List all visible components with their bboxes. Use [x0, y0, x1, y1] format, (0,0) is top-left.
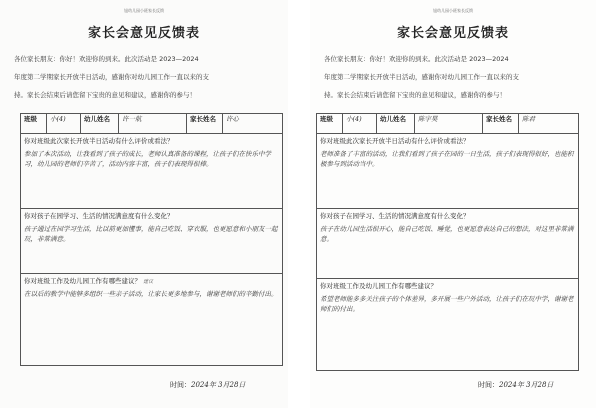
parent-name-value: 陈君: [519, 114, 579, 134]
feedback-table: [316, 113, 579, 371]
kindergarten-header: 旭幼儿园小班家长反馈: [124, 8, 164, 13]
form-title: 家长会意见反馈表: [87, 26, 200, 41]
child-name-label: 幼儿姓名: [81, 114, 119, 134]
question-3-cell: [21, 274, 283, 366]
class-label: 班级: [317, 114, 343, 134]
feedback-form-right: [310, 0, 596, 408]
child-name-value: 许一航: [119, 114, 187, 134]
class-value: 小(4): [343, 114, 377, 134]
child-name-label: 幼儿姓名: [377, 114, 415, 134]
child-name-value: 陈宇昊: [415, 114, 483, 134]
greeting-text: 各位家长朋友：你好！欢迎你的到来。此次活动是 2023—2024: [324, 55, 509, 63]
date-line: [478, 380, 553, 390]
question-3: [24, 276, 279, 285]
question-2: 你对孩子在园学习、生活的情况满意度有什么变化？: [24, 212, 174, 220]
question-3-mark: 建议: [143, 279, 154, 285]
parent-name-label: 家长姓名: [483, 114, 519, 134]
intro-line-3: 持。家长会结束后请您留下宝贵的意见和建议，感谢你的参与！: [324, 91, 506, 99]
question-3-cell: [317, 279, 579, 371]
date-line: [170, 380, 245, 390]
time-label: 时间：: [170, 381, 191, 389]
time-value: 2024年 3月28日: [191, 381, 246, 389]
greeting-text: 各位家长朋友：你好！欢迎你的到来。此次活动是 2023—2024: [14, 55, 199, 63]
intro-line-3: 持。家长会结束后请您留下宝贵的意见和建议，感谢你的参与！: [14, 91, 196, 99]
kindergarten-header: 旭幼儿园小班家长反馈: [433, 8, 473, 13]
time-value: 2024年 3月28日: [499, 381, 554, 389]
question-3: 你对班级工作及幼儿园工作有哪些建议？: [320, 282, 437, 290]
answer-1: 老师准备了丰富的活动，让我们看到了孩子在园的一日生活，孩子们表现得很好，也能积极参与到活动当中。: [320, 150, 574, 168]
question-1-cell: [21, 134, 283, 209]
question-2-cell: [21, 209, 283, 274]
question-1: 你对班级此次家长开放半日活动有什么评价或看法？: [24, 137, 174, 145]
intro-line-2: 年度第二学期家长开放半日活动，感谢你对幼儿园工作一直以来的支: [14, 73, 209, 81]
time-label: 时间：: [478, 381, 499, 389]
question-2-cell: [317, 209, 579, 279]
feedback-form-left: [0, 0, 288, 408]
question-1: 你对班级此次家长开放半日活动有什么评价或看法？: [320, 137, 470, 145]
form-title: 家长会意见反馈表: [396, 26, 509, 41]
parent-name-value: 许心: [223, 114, 283, 134]
question-2: 你对孩子在园学习、生活的情况满意度有什么变化？: [320, 212, 470, 220]
class-label: 班级: [21, 114, 47, 134]
question-3-text: 你对班级工作及幼儿园工作有哪些建议？: [24, 277, 141, 285]
class-value: 小(4): [47, 114, 81, 134]
question-1-cell: [317, 134, 579, 209]
answer-1: 参加了本次活动，让我看到了孩子的成长，老师认真准备的课程，让孩子们在快乐中学习，幼儿园的老师们辛苦了，活动内容丰富，孩子们表现得很棒。: [24, 150, 271, 168]
intro-line-2: 年度第二学期家长开放半日活动，感谢你对幼儿园工作一直以来的支: [324, 73, 519, 81]
feedback-table: [20, 113, 283, 366]
answer-3: 在以后的教学中能够多组织一些亲子活动，让家长更多地参与，谢谢老师们的辛勤付出。: [24, 290, 278, 298]
answer-2: 孩子通过在园学习生活，比以前更加懂事，能自己吃饭、穿衣服，也更愿意和小朋友一起玩，非常满意。: [24, 225, 278, 243]
answer-3: 希望老师能多多关注孩子的个体差异，多开展一些户外活动，让孩子们在玩中学，谢谢老师们的付出。: [320, 295, 574, 313]
parent-name-label: 家长姓名: [187, 114, 223, 134]
answer-2: 孩子在幼儿园生活很开心，能自己吃饭、睡觉，也更愿意表达自己的想法，对这里非常满意。: [320, 225, 574, 243]
